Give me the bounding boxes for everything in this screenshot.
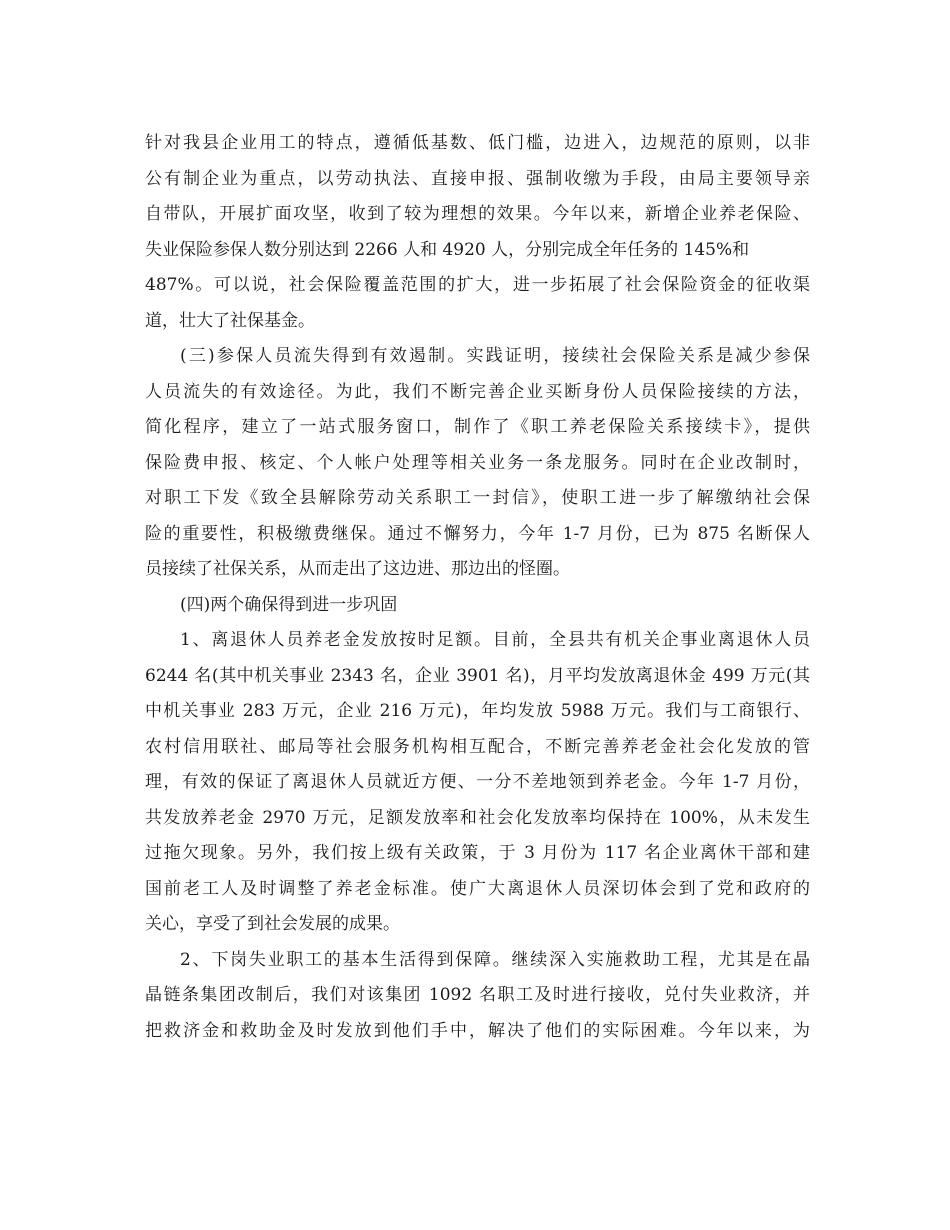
text-line: 人员流失的有效途径。为此，我们不断完善企业买断身份人员保险接续的方法，	[145, 381, 810, 402]
text-line: 险的重要性，积极缴费继保。通过不懈努力，今年 1-7 月份，已为 875 名断保人	[145, 523, 810, 544]
text-line: 晶链条集团改制后，我们对该集团 1092 名职工及时进行接收，兑付失业救济，并	[145, 985, 810, 1005]
text-line: 过拖欠现象。另外，我们按上级有关政策，于 3 月份为 117 名企业离休干部和建	[145, 843, 810, 863]
text-line: 道，壮大了社保基金。	[145, 310, 315, 331]
text-line: 对职工下发《致全县解除劳动关系职工一封信》，使职工进一步了解缴纳社会保	[145, 488, 810, 508]
text-line: 保险费申报、核定、个人帐户处理等相关业务一条龙服务。同时在企业改制时，	[145, 452, 810, 473]
text-line: 2、下岗失业职工的基本生活得到保障。继续深入实施救助工程，尤其是在晶	[180, 949, 810, 970]
text-line: 公有制企业为重点，以劳动执法、直接申报、强制收缴为手段，由局主要领导亲	[145, 168, 810, 189]
text-line: (三)参保人员流失得到有效遏制。实践证明，接续社会保险关系是减少参保	[180, 346, 810, 366]
text-line: 农村信用联社、邮局等社会服务机构相互配合，不断完善养老金社会化发放的管	[145, 736, 810, 757]
text-line: 失业保险参保人数分别达到 2266 人和 4920 人，分别完成全年任务的 145%和	[145, 239, 750, 260]
text-line: 理，有效的保证了离退休人员就近方便、一分不差地领到养老金。今年 1-7 月份，	[145, 772, 810, 792]
text-line: 487%。可以说，社会保险覆盖范围的扩大，进一步拓展了社会保险资金的征收渠	[145, 275, 810, 295]
text-line: 1、离退休人员养老金发放按时足额。目前，全县共有机关企事业离退休人员	[180, 630, 810, 650]
text-line: 6244 名(其中机关事业 2343 名，企业 3901 名)，月平均发放离退休金 499 万元(其	[145, 665, 810, 686]
text-line: 中机关事业 283 万元，企业 216 万元)，年均发放 5988 万元。我们与工商银行、	[145, 701, 810, 721]
text-line: 国前老工人及时调整了养老金标准。使广大离退休人员深切体会到了党和政府的	[145, 878, 810, 899]
text-line: 共发放养老金 2970 万元，足额发放率和社会化发放率均保持在 100%，从未发生	[145, 807, 810, 828]
text-line: 把救济金和救助金及时发放到他们手中，解决了他们的实际困难。今年以来，为	[145, 1020, 810, 1041]
text-line: 简化程序，建立了一站式服务窗口，制作了《职工养老保险关系接续卡》，提供	[145, 417, 810, 437]
document-body	[145, 126, 810, 1049]
text-line: 针对我县企业用工的特点，遵循低基数、低门槛，边进入，边规范的原则，以非	[145, 133, 810, 153]
text-line: 关心，享受了到社会发展的成果。	[145, 914, 400, 934]
text-line: 员接续了社保关系，从而走出了这边进、那边出的怪圈。	[145, 559, 570, 579]
text-line: 自带队，开展扩面攻坚，收到了较为理想的效果。今年以来，新增企业养老保险、	[145, 204, 810, 224]
text-line: (四)两个确保得到进一步巩固	[180, 594, 398, 615]
